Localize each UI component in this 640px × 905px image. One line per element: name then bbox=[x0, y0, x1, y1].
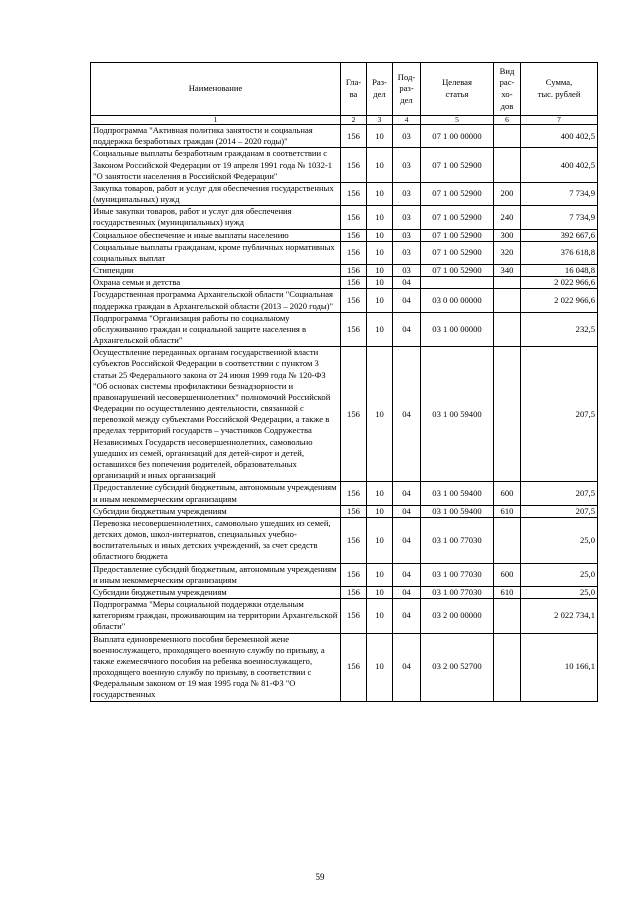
cell-expense-type bbox=[494, 633, 521, 701]
cell-chapter: 156 bbox=[341, 289, 367, 312]
table-row bbox=[91, 517, 598, 563]
column-number: 5 bbox=[421, 116, 494, 125]
cell-target-article: 03 1 00 00000 bbox=[421, 312, 494, 347]
cell-section: 10 bbox=[367, 633, 393, 701]
cell-expense-type bbox=[494, 125, 521, 148]
cell-expense-type: 610 bbox=[494, 586, 521, 598]
cell-chapter: 156 bbox=[341, 182, 367, 205]
cell-amount: 232,5 bbox=[521, 312, 598, 347]
cell-subsection: 04 bbox=[393, 312, 421, 347]
cell-name: Стипендии bbox=[91, 265, 341, 277]
cell-section: 10 bbox=[367, 229, 393, 241]
cell-target-article: 03 0 00 00000 bbox=[421, 289, 494, 312]
cell-target-article: 07 1 00 52900 bbox=[421, 241, 494, 264]
cell-subsection: 04 bbox=[393, 347, 421, 482]
cell-section: 10 bbox=[367, 599, 393, 634]
table-row bbox=[91, 125, 598, 148]
cell-name: Иные закупки товаров, работ и услуг для обеспечения государственных (муниципальных) нужд bbox=[91, 206, 341, 229]
header-amount: Сумма, тыс. рублей bbox=[521, 63, 598, 116]
cell-section: 10 bbox=[367, 482, 393, 505]
cell-amount: 207,5 bbox=[521, 347, 598, 482]
cell-amount: 207,5 bbox=[521, 482, 598, 505]
cell-section: 10 bbox=[367, 312, 393, 347]
table-row bbox=[91, 633, 598, 701]
column-number-row bbox=[91, 116, 598, 125]
cell-section: 10 bbox=[367, 265, 393, 277]
cell-amount: 400 402,5 bbox=[521, 125, 598, 148]
cell-subsection: 04 bbox=[393, 277, 421, 289]
header-expense-type: Вид рас- хо- дов bbox=[494, 63, 521, 116]
cell-subsection: 03 bbox=[393, 148, 421, 183]
cell-chapter: 156 bbox=[341, 563, 367, 586]
table-row bbox=[91, 229, 598, 241]
cell-expense-type bbox=[494, 312, 521, 347]
cell-target-article: 03 1 00 77030 bbox=[421, 517, 494, 563]
cell-chapter: 156 bbox=[341, 125, 367, 148]
cell-target-article: 07 1 00 52900 bbox=[421, 182, 494, 205]
cell-subsection: 04 bbox=[393, 633, 421, 701]
cell-amount: 392 667,6 bbox=[521, 229, 598, 241]
cell-subsection: 03 bbox=[393, 125, 421, 148]
cell-subsection: 04 bbox=[393, 517, 421, 563]
cell-subsection: 04 bbox=[393, 563, 421, 586]
cell-subsection: 04 bbox=[393, 482, 421, 505]
cell-amount: 10 166,1 bbox=[521, 633, 598, 701]
cell-chapter: 156 bbox=[341, 347, 367, 482]
budget-table bbox=[90, 62, 598, 702]
cell-amount: 25,0 bbox=[521, 517, 598, 563]
cell-subsection: 04 bbox=[393, 586, 421, 598]
table-row bbox=[91, 277, 598, 289]
cell-name: Социальные выплаты гражданам, кроме публичных нормативных социальных выплат bbox=[91, 241, 341, 264]
page-number: 59 bbox=[315, 872, 325, 882]
column-number: 6 bbox=[494, 116, 521, 125]
cell-expense-type bbox=[494, 277, 521, 289]
cell-section: 10 bbox=[367, 347, 393, 482]
cell-section: 10 bbox=[367, 586, 393, 598]
cell-subsection: 04 bbox=[393, 505, 421, 517]
cell-target-article: 03 1 00 59400 bbox=[421, 505, 494, 517]
table-row bbox=[91, 289, 598, 312]
cell-chapter: 156 bbox=[341, 482, 367, 505]
cell-target-article: 03 2 00 00000 bbox=[421, 599, 494, 634]
cell-name: Осуществление переданных органам государственной власти субъектов Российской Федерации в соответствии с пунктом 3 статьи 25 Федерального закона от 24 июня 1999 года № 120-ФЗ "Об основах системы профилактики безнадзорности и правонарушений несовершеннолетних" полномочий Российской Федерации по осуществлению деятельности, связанной с перевозкой между субъектами Российской Федерации, а также в пределах территорий государств – участников Содружества Независимых Государств несовершеннолетних, самовольно ушедших из семей, организаций для детей-сирот и детей, оставшихся без попечения родителей, образовательных организаций и иных организаций bbox=[91, 347, 341, 482]
table-row bbox=[91, 482, 598, 505]
cell-chapter: 156 bbox=[341, 229, 367, 241]
cell-name: Субсидии бюджетным учреждениям bbox=[91, 586, 341, 598]
cell-expense-type: 340 bbox=[494, 265, 521, 277]
header-target-article: Целевая статья bbox=[421, 63, 494, 116]
table-row bbox=[91, 148, 598, 183]
cell-chapter: 156 bbox=[341, 599, 367, 634]
cell-amount: 400 402,5 bbox=[521, 148, 598, 183]
column-number: 4 bbox=[393, 116, 421, 125]
cell-name: Перевозка несовершеннолетних, самовольно ушедших из семей, детских домов, школ-интернатов, специальных учебно-воспитательных и иных детских учреждений, за счет средств областного бюджета bbox=[91, 517, 341, 563]
cell-expense-type: 600 bbox=[494, 563, 521, 586]
cell-chapter: 156 bbox=[341, 586, 367, 598]
cell-name: Подпрограмма "Организация работы по социальному обслуживанию граждан и социальной защите населения в Архангельской области" bbox=[91, 312, 341, 347]
cell-section: 10 bbox=[367, 277, 393, 289]
cell-subsection: 03 bbox=[393, 182, 421, 205]
cell-name: Предоставление субсидий бюджетным, автономным учреждениям и иным некоммерческим организациям bbox=[91, 482, 341, 505]
cell-expense-type bbox=[494, 599, 521, 634]
cell-amount: 16 048,8 bbox=[521, 265, 598, 277]
cell-subsection: 03 bbox=[393, 265, 421, 277]
cell-target-article: 07 1 00 00000 bbox=[421, 125, 494, 148]
cell-name: Подпрограмма "Меры социальной поддержки отдельным категориям граждан, проживающим на территории Архангельской области" bbox=[91, 599, 341, 634]
table-body bbox=[91, 125, 598, 702]
cell-target-article: 03 1 00 77030 bbox=[421, 563, 494, 586]
cell-section: 10 bbox=[367, 241, 393, 264]
cell-amount: 207,5 bbox=[521, 505, 598, 517]
cell-section: 10 bbox=[367, 125, 393, 148]
cell-target-article: 07 1 00 52900 bbox=[421, 229, 494, 241]
cell-chapter: 156 bbox=[341, 505, 367, 517]
cell-amount: 25,0 bbox=[521, 563, 598, 586]
cell-chapter: 156 bbox=[341, 265, 367, 277]
cell-name: Предоставление субсидий бюджетным, автономным учреждениям и иным некоммерческим организациям bbox=[91, 563, 341, 586]
cell-subsection: 03 bbox=[393, 229, 421, 241]
cell-chapter: 156 bbox=[341, 517, 367, 563]
cell-name: Подпрограмма "Активная политика занятости и социальная поддержка безработных граждан (2014 – 2020 годы)" bbox=[91, 125, 341, 148]
cell-section: 10 bbox=[367, 563, 393, 586]
cell-target-article: 07 1 00 52900 bbox=[421, 265, 494, 277]
table-row bbox=[91, 241, 598, 264]
header-chapter: Гла- ва bbox=[341, 63, 367, 116]
cell-expense-type: 610 bbox=[494, 505, 521, 517]
cell-chapter: 156 bbox=[341, 148, 367, 183]
cell-target-article: 03 1 00 77030 bbox=[421, 586, 494, 598]
cell-name: Выплата единовременного пособия беременной жене военнослужащего, проходящего военную службу по призыву, а также ежемесячного пособия на ребенка военнослужащего, проходящего военную службу по призыву, в соответствии с Федеральным законом от 19 мая 1995 года № 81-ФЗ "О государственных bbox=[91, 633, 341, 701]
cell-subsection: 03 bbox=[393, 206, 421, 229]
cell-amount: 376 618,8 bbox=[521, 241, 598, 264]
cell-subsection: 03 bbox=[393, 241, 421, 264]
table-row bbox=[91, 347, 598, 482]
cell-target-article: 03 2 00 52700 bbox=[421, 633, 494, 701]
cell-expense-type bbox=[494, 148, 521, 183]
cell-amount: 2 022 966,6 bbox=[521, 289, 598, 312]
cell-name: Закупка товаров, работ и услуг для обеспечения государственных (муниципальных) нужд bbox=[91, 182, 341, 205]
cell-target-article: 03 1 00 59400 bbox=[421, 482, 494, 505]
cell-name: Субсидии бюджетным учреждениям bbox=[91, 505, 341, 517]
cell-name: Государственная программа Архангельской области "Социальная поддержка граждан в Архангельской области (2013 – 2020 годы)" bbox=[91, 289, 341, 312]
table-row bbox=[91, 563, 598, 586]
cell-section: 10 bbox=[367, 517, 393, 563]
cell-expense-type: 240 bbox=[494, 206, 521, 229]
header-section: Раз- дел bbox=[367, 63, 393, 116]
cell-chapter: 156 bbox=[341, 241, 367, 264]
table-row bbox=[91, 312, 598, 347]
cell-target-article bbox=[421, 277, 494, 289]
cell-section: 10 bbox=[367, 289, 393, 312]
table-row bbox=[91, 265, 598, 277]
cell-expense-type bbox=[494, 289, 521, 312]
header-row bbox=[91, 63, 598, 116]
column-number: 1 bbox=[91, 116, 341, 125]
cell-section: 10 bbox=[367, 505, 393, 517]
cell-amount: 7 734,9 bbox=[521, 206, 598, 229]
cell-subsection: 04 bbox=[393, 289, 421, 312]
column-number: 3 bbox=[367, 116, 393, 125]
cell-target-article: 07 1 00 52900 bbox=[421, 148, 494, 183]
cell-target-article: 03 1 00 59400 bbox=[421, 347, 494, 482]
cell-expense-type: 320 bbox=[494, 241, 521, 264]
cell-chapter: 156 bbox=[341, 277, 367, 289]
cell-section: 10 bbox=[367, 148, 393, 183]
cell-amount: 7 734,9 bbox=[521, 182, 598, 205]
table-row bbox=[91, 586, 598, 598]
column-number: 7 bbox=[521, 116, 598, 125]
cell-section: 10 bbox=[367, 182, 393, 205]
cell-amount: 25,0 bbox=[521, 586, 598, 598]
cell-amount: 2 022 734,1 bbox=[521, 599, 598, 634]
cell-chapter: 156 bbox=[341, 312, 367, 347]
table-row bbox=[91, 182, 598, 205]
cell-chapter: 156 bbox=[341, 206, 367, 229]
header-name: Наименование bbox=[91, 63, 341, 116]
cell-expense-type: 300 bbox=[494, 229, 521, 241]
cell-expense-type: 200 bbox=[494, 182, 521, 205]
cell-expense-type bbox=[494, 347, 521, 482]
cell-chapter: 156 bbox=[341, 633, 367, 701]
header-subsection: Под- раз- дел bbox=[393, 63, 421, 116]
cell-section: 10 bbox=[367, 206, 393, 229]
cell-name: Социальные выплаты безработным гражданам в соответствии с Законом Российской Федерации от 19 апреля 1991 года № 1032-1 "О занятости населения в Российской Федерации" bbox=[91, 148, 341, 183]
table-row bbox=[91, 599, 598, 634]
table-row bbox=[91, 206, 598, 229]
cell-subsection: 04 bbox=[393, 599, 421, 634]
cell-amount: 2 022 966,6 bbox=[521, 277, 598, 289]
cell-expense-type bbox=[494, 517, 521, 563]
cell-name: Социальное обеспечение и иные выплаты населению bbox=[91, 229, 341, 241]
column-number: 2 bbox=[341, 116, 367, 125]
cell-target-article: 07 1 00 52900 bbox=[421, 206, 494, 229]
cell-name: Охрана семьи и детства bbox=[91, 277, 341, 289]
table-row bbox=[91, 505, 598, 517]
cell-expense-type: 600 bbox=[494, 482, 521, 505]
